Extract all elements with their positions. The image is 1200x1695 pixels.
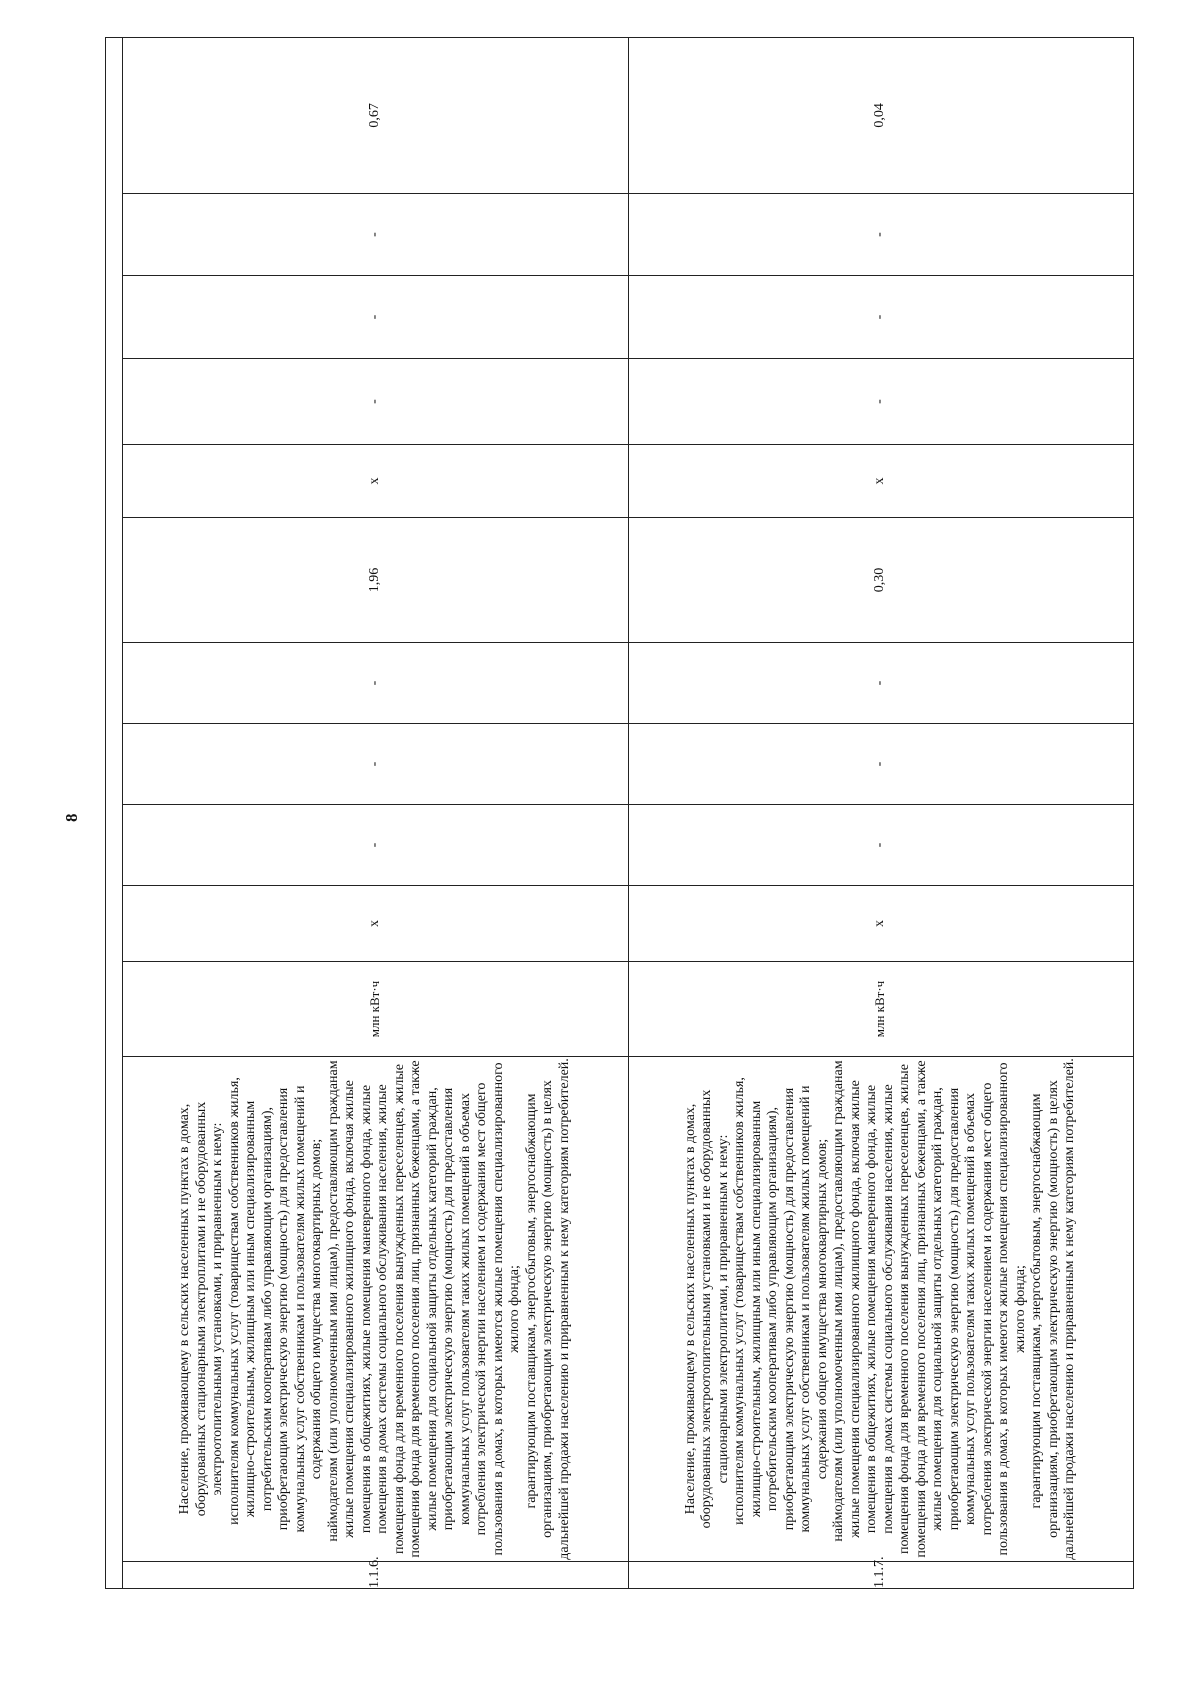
description-paragraph: исполнителям коммунальных услуг (товариществам собственников жилья, жилищно-строительным, жилищным или иным специализированным потребительским кооперативам либо управляющим организациям), приобретающим электрическую энергию (мощность) для предоставления коммунальных услуг собственникам и пользователям жилых помещений и содержания общего имущества многоквартирных домов;: [226, 1077, 325, 1533]
value-cell: 0,67: [123, 37, 629, 193]
value-cell: х: [123, 886, 629, 962]
value-cell: -: [123, 359, 629, 445]
unit-cell: млн кВт·ч: [123, 962, 629, 1057]
row-number: 1.1.7.: [628, 1562, 1134, 1589]
value-cell: -: [123, 276, 629, 359]
value-cell: -: [628, 359, 1134, 445]
description-paragraph: гарантирующим поставщикам, энергосбытовым, энергоснабжающим организациям, приобретающим электрическую энергию (мощность) в целях дальнейшей продажи населению и приравненным к нему категориям потребителей.: [1029, 1058, 1078, 1560]
value-cell: -: [628, 276, 1134, 359]
row-number: 1.1.6.: [123, 1562, 629, 1589]
description-paragraph: Население, проживающему в сельских населенных пунктах в домах, оборудованных стационарными электроплитами и не оборудованных электроотопительными установками, и приравненным к нему:: [177, 1101, 226, 1517]
description-paragraph: исполнителям коммунальных услуг (товариществам собственников жилья, жилищно-строительным, жилищным или иным специализированным потребительским кооперативам либо управляющим организациям), приобретающим электрическую энергию (мощность) для предоставления коммунальных услуг собственникам и пользователям жилых помещений и содержания общего имущества многоквартирных домов;: [732, 1077, 830, 1533]
value-cell: 0,04: [628, 37, 1134, 193]
value-cell: -: [123, 643, 629, 724]
row-description: [628, 1057, 1134, 1562]
value-cell: х: [123, 445, 629, 518]
value-cell: -: [123, 724, 629, 805]
description-paragraph: Население, проживающему в сельских населенных пунктах в домах, оборудованных электроотопительными установками и не оборудованных стационарными электроплитами, и приравненным к нему:: [682, 1089, 731, 1529]
spacer-cell: [106, 37, 123, 1588]
value-cell: 0,30: [628, 518, 1134, 643]
spacer-row: [106, 37, 123, 1588]
value-cell: х: [628, 886, 1134, 962]
page-number: 8: [62, 813, 81, 822]
table-row-1-1-6: [123, 37, 629, 1588]
unit-cell: млн кВт·ч: [628, 962, 1134, 1057]
value-cell: -: [123, 805, 629, 886]
value-cell: -: [628, 724, 1134, 805]
description-paragraph: наймодателям (или уполномоченным ими лицам), предоставляющим гражданам жилые помещения специализированного жилищного фонда, включая жилые помещения в общежитиях, жилые помещения маневренного фонда, жилые помещения в домах системы социального обслуживания населения, жилые помещения фонда для временного поселения вынужденных переселенцев, жилые помещения фонда для временного поселения лиц, признанных беженцами, а также жилые помещения для социальной защиты отдельных категорий граждан, приобретающим электрическую энергию (мощность) для предоставления коммунальных услуг пользователям таких жилых помещений в объемах потребления электрической энергии населением и содержания мест общего пользования в домах, в которых имеются жилые помещения специализированного жилого фонда;: [325, 1060, 523, 1558]
value-cell: х: [628, 445, 1134, 518]
value-cell: 1,96: [123, 518, 629, 643]
description-paragraph: гарантирующим поставщикам, энергосбытовым, энергоснабжающим организациям, приобретающим электрическую энергию (мощность) в целях дальнейшей продажи населению и приравненным к нему категориям потребителей.: [523, 1058, 572, 1560]
table-row-1-1-7: [628, 37, 1134, 1588]
value-cell: -: [628, 643, 1134, 724]
value-cell: -: [628, 194, 1134, 276]
value-cell: -: [123, 194, 629, 276]
rotated-table-container: [105, 38, 1134, 1589]
row-description: [123, 1057, 629, 1562]
tariff-table: [105, 37, 1134, 1589]
value-cell: -: [628, 805, 1134, 886]
description-paragraph: наймодателям (или уполномоченным ими лицам), предоставляющим гражданам жилые помещения специализированного жилищного фонда, включая жилые помещения в общежитиях, жилые помещения маневренного фонда, жилые помещения в домах системы социального обслуживания населения, жилые помещения фонда для временного поселения вынужденных переселенцев, жилые помещения фонда для временного поселения лиц, признанных беженцами, а также жилые помещения для социальной защиты отдельных категорий граждан, приобретающим электрическую энергию (мощность) для предоставления коммунальных услуг пользователям таких жилых помещений в объемах потребления электрической энергии населением и содержания мест общего пользования в домах, в которых имеются жилые помещения специализированного жилого фонда;: [831, 1060, 1028, 1558]
